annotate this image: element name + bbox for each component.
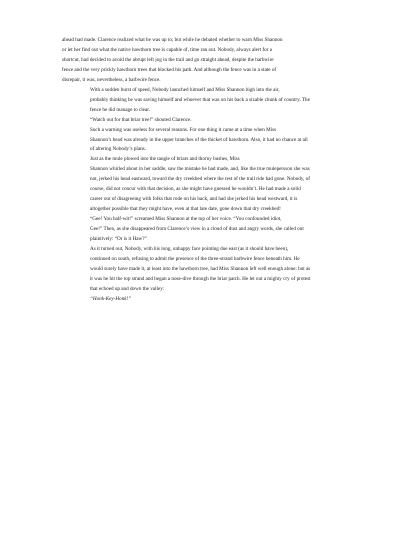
text-line: fence he did manage to clear.: [90, 106, 150, 113]
paragraph: [62, 116, 364, 126]
paragraph: [62, 126, 364, 156]
text-line: or let her find out what the native hawthorn tree is capable of, time ran out. Nobody, always alert for a: [62, 46, 272, 53]
text-line: continued on south, refusing to admit the presence of the three-strand barbwire fence beneath him. He: [90, 255, 300, 262]
text-line: that echoed up and down the valley:: [90, 285, 165, 292]
text-line: Gee!” Then, as she disappeared from Clarence’s view in a cloud of dust and angry words, she called out: [90, 226, 304, 233]
text-line: it was he hit the top strand and began a nose-dive through the briar patch. He let out a mighty cry of protest: [90, 275, 311, 282]
text-line: disrepair, it was, nevertheless, a barbwire fence.: [62, 76, 161, 83]
text-line: Just as the mule plowed into the tangle of briars and thorny bushes, Miss: [90, 156, 240, 163]
text-line: “Gee! You half-wit!” screamed Miss Shannon at the top of her voice. “You confounded idiot,: [90, 216, 282, 223]
paragraph: [62, 215, 364, 245]
text-line: With a sudden burst of speed, Nobody launched himself and Miss Shannon high into the air,: [90, 86, 280, 93]
text-line: probably thinking he was saving himself and whoever that was on his back a sizable chunk of country. The: [90, 96, 310, 103]
text-line: “Honk-Key-Honk!”: [90, 295, 132, 302]
paragraph: [62, 155, 364, 215]
text-line: shortcut, had decided to avoid the abrupt left jog in the trail and go straight ahead, despite the barbwire: [62, 56, 274, 63]
paragraph: [62, 36, 364, 86]
text-line: Shannon’s head was already in the upper branches of the thicket of hawthorn. Also, it had no chance at all: [90, 136, 308, 143]
text-line: would surely have made it, at least into the hawthorn tree, had Miss Shannon left well enough alone; but as: [90, 265, 311, 272]
text-line: plaintively: “Or is it Haw?”: [90, 236, 147, 243]
text-line: As it turned out, Nobody, with his long, unhappy face pointing due east (as it should have been),: [90, 246, 289, 253]
text-line: Such a warning was useless for several reasons. For one thing it came at a time when Miss: [90, 126, 277, 133]
text-line: fence and the very prickly hawthorn trees that blocked his path. And although the fence was in a state of: [62, 66, 277, 73]
document-page: [62, 36, 364, 305]
paragraph: [62, 86, 364, 116]
text-line: altogether possible that they might have, even at that late date, gone down that dry creekbed!: [90, 206, 281, 213]
text-line: not, jerked his head eastward, toward the dry creekbed where the rest of the trail ride had gone. Nobody, of: [90, 176, 310, 183]
paragraph: [62, 295, 364, 305]
paragraph: [62, 245, 364, 295]
text-line: ahead had made. Clarence realized what he was up to; but while he debated whether to warn Miss Shannon: [62, 37, 283, 43]
text-line: of altering Nobody’s plans.: [90, 146, 146, 153]
text-line: course, did not concur with that decision, as she might have guessed he wouldn’t. He had made a solid: [90, 186, 301, 193]
text-line: career out of disagreeing with folks that rode on his back, and had she jerked his head westward, it is: [90, 196, 298, 203]
text-line: “Watch out for that briar tree!” shouted Clarence.: [90, 116, 192, 123]
text-line: Shannon whirled about in her saddle, saw the mistake he had made, and, like the true mulepersson she was: [90, 166, 310, 173]
